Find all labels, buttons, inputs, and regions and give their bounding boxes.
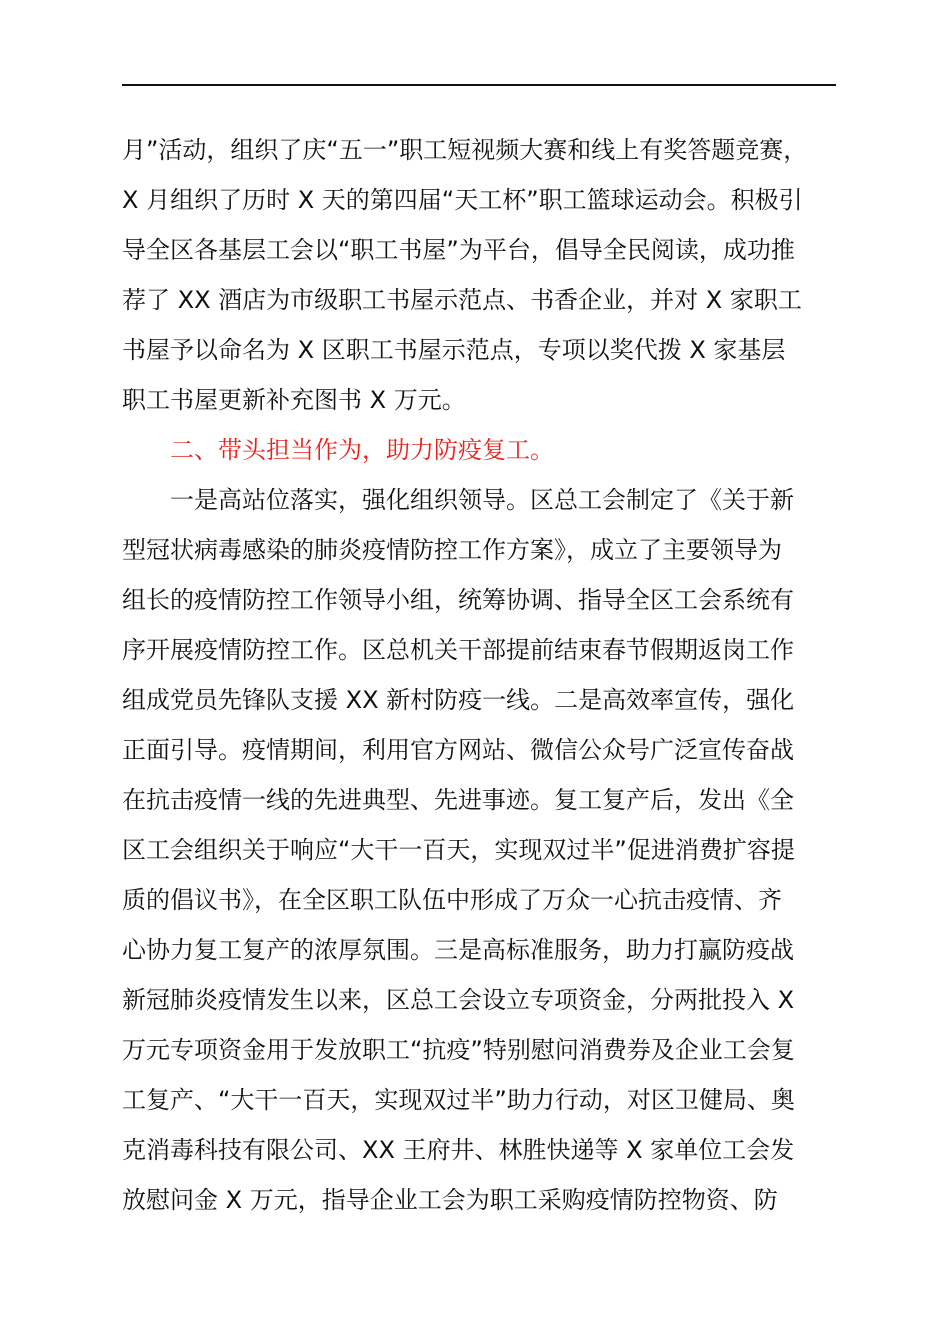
text-line: 月”活动，组织了庆“五一”职工短视频大赛和线上有奖答题竞赛，: [122, 136, 808, 164]
paragraph-1: [122, 125, 836, 425]
text-line: 职工书屋更新补充图书 X 万元。: [122, 386, 466, 414]
paragraph-2: [122, 475, 836, 1225]
text-line: 在抗击疫情一线的先进典型、先进事迹。复工复产后，发出《全: [122, 786, 794, 814]
text-line: 组长的疫情防控工作领导小组，统筹协调、指导全区工会系统有: [122, 586, 794, 614]
document-body: [122, 125, 836, 1225]
text-line: 导全区各基层工会以“职工书屋”为平台，倡导全民阅读，成功推: [122, 236, 795, 264]
text-line: 序开展疫情防控工作。区总机关干部提前结束春节假期返岗工作: [122, 636, 794, 664]
text-line: 心协力复工复产的浓厚氛围。三是高标准服务，助力打赢防疫战: [122, 936, 794, 964]
text-line: 区工会组织关于响应“大干一百天，实现双过半”促进消费扩容提: [122, 836, 795, 864]
header-rule: [122, 84, 836, 86]
text-line: 型冠状病毒感染的肺炎疫情防控工作方案》，成立了主要领导为: [122, 536, 782, 564]
section-heading: 二、带头担当作为，助力防疫复工。: [170, 436, 554, 464]
text-line: X 月组织了历时 X 天的第四届“天工杯”职工篮球运动会。积极引: [122, 186, 803, 214]
text-line: 书屋予以命名为 X 区职工书屋示范点，专项以奖代拨 X 家基层: [122, 336, 786, 364]
text-line: 克消毒科技有限公司、XX 王府井、林胜快递等 X 家单位工会发: [122, 1136, 795, 1164]
text-line: 新冠肺炎疫情发生以来，区总工会设立专项资金，分两批投入 X: [122, 986, 795, 1014]
text-line: 荐了 XX 酒店为市级职工书屋示范点、书香企业，并对 X 家职工: [122, 286, 802, 314]
text-line: 质的倡议书》，在全区职工队伍中形成了万众一心抗击疫情、齐: [122, 886, 782, 914]
text-line: 放慰问金 X 万元，指导企业工会为职工采购疫情防控物资、防: [122, 1186, 778, 1214]
text-line: 万元专项资金用于发放职工“抗疫”特别慰问消费券及企业工会复: [122, 1036, 795, 1064]
text-line: 一是高站位落实，强化组织领导。区总工会制定了《关于新: [170, 486, 794, 514]
text-line: 工复产、“大干一百天，实现双过半”助力行动，对区卫健局、奥: [122, 1086, 795, 1114]
text-line: 正面引导。疫情期间，利用官方网站、微信公众号广泛宣传奋战: [122, 736, 794, 764]
text-line: 组成党员先锋队支援 XX 新村防疫一线。二是高效率宣传，强化: [122, 686, 795, 714]
